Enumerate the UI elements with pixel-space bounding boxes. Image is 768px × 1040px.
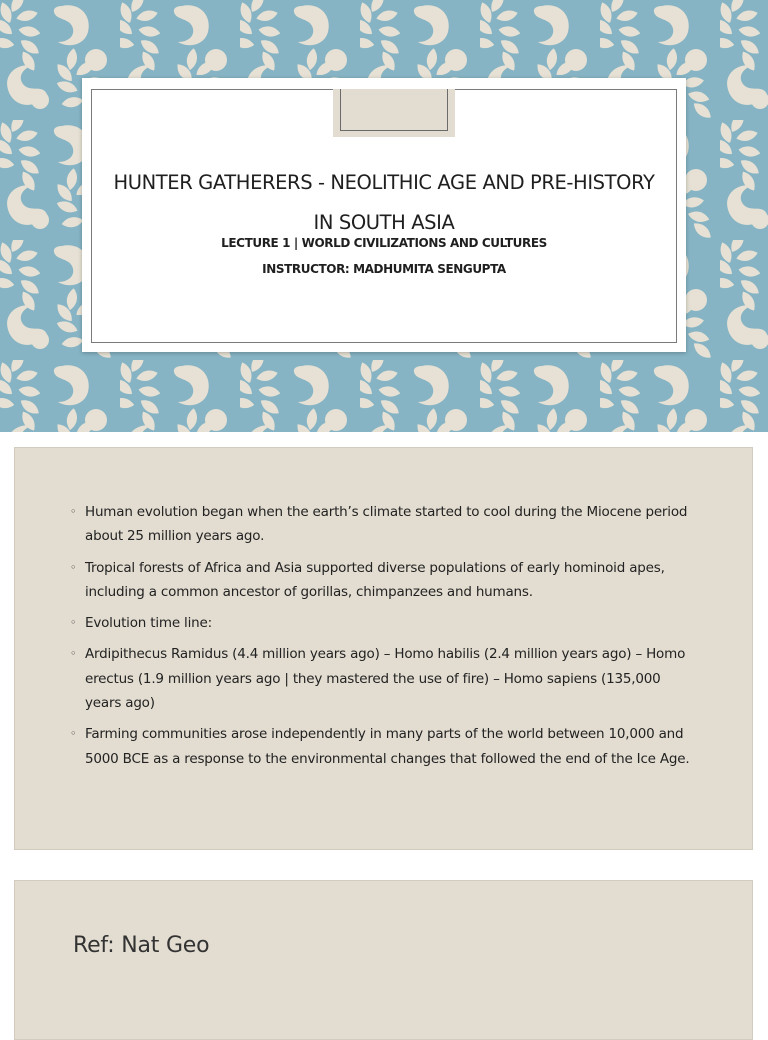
lecture-subtitle: LECTURE 1 | WORLD CIVILIZATIONS AND CULTURES (221, 236, 547, 250)
title-card (82, 78, 686, 352)
title-card-tab-frame (340, 89, 448, 131)
bullet-text: Tropical forests of Africa and Asia supported diverse populations of early hominoid apes, including a common ancestor of gorillas, chimpanzees and humans. (85, 559, 665, 600)
bullet-marker-icon: ◦ (70, 727, 77, 741)
bullet-marker-icon: ◦ (70, 616, 77, 630)
bullet-list (70, 500, 690, 778)
title-card-frame (91, 89, 677, 343)
bullet-text: Ardipithecus Ramidus (4.4 million years ago) – Homo habilis (2.4 million years ago) – Homo erectus (1.9 million years ago | they mastered the use of fire) – Homo sapiens (135,000 years ago) (85, 646, 686, 712)
reference-text: Ref: Nat Geo (73, 933, 210, 958)
bullet-text: Evolution time line: (85, 615, 212, 632)
bullet-item (70, 500, 690, 549)
reference-slide[interactable] (14, 880, 753, 1040)
bullet-item (70, 611, 690, 635)
bullet-item (70, 722, 690, 771)
instructor-subtitle: INSTRUCTOR: MADHUMITA SENGUPTA (262, 262, 506, 276)
bullet-item (70, 642, 690, 715)
bullet-marker-icon: ◦ (70, 647, 77, 661)
bullet-text: Farming communities arose independently in many parts of the world between 10,000 and 5000 BCE as a response to the environmental changes that followed the end of the Ice Age. (85, 726, 690, 767)
content-slide[interactable] (14, 447, 753, 850)
slide-title (92, 163, 676, 243)
bullet-text: Human evolution began when the earth’s climate started to cool during the Miocene period about 25 million years ago. (85, 504, 688, 545)
bullet-marker-icon: ◦ (70, 560, 77, 574)
bullet-marker-icon: ◦ (70, 505, 77, 518)
slide-title-line-2: IN SOUTH ASIA (313, 211, 455, 234)
title-slide[interactable] (0, 0, 768, 432)
bullet-item (70, 556, 690, 605)
slide-title-line-1: HUNTER GATHERERS - NEOLITHIC AGE AND PRE-HISTORY (113, 171, 655, 194)
title-card-tab (333, 89, 455, 137)
